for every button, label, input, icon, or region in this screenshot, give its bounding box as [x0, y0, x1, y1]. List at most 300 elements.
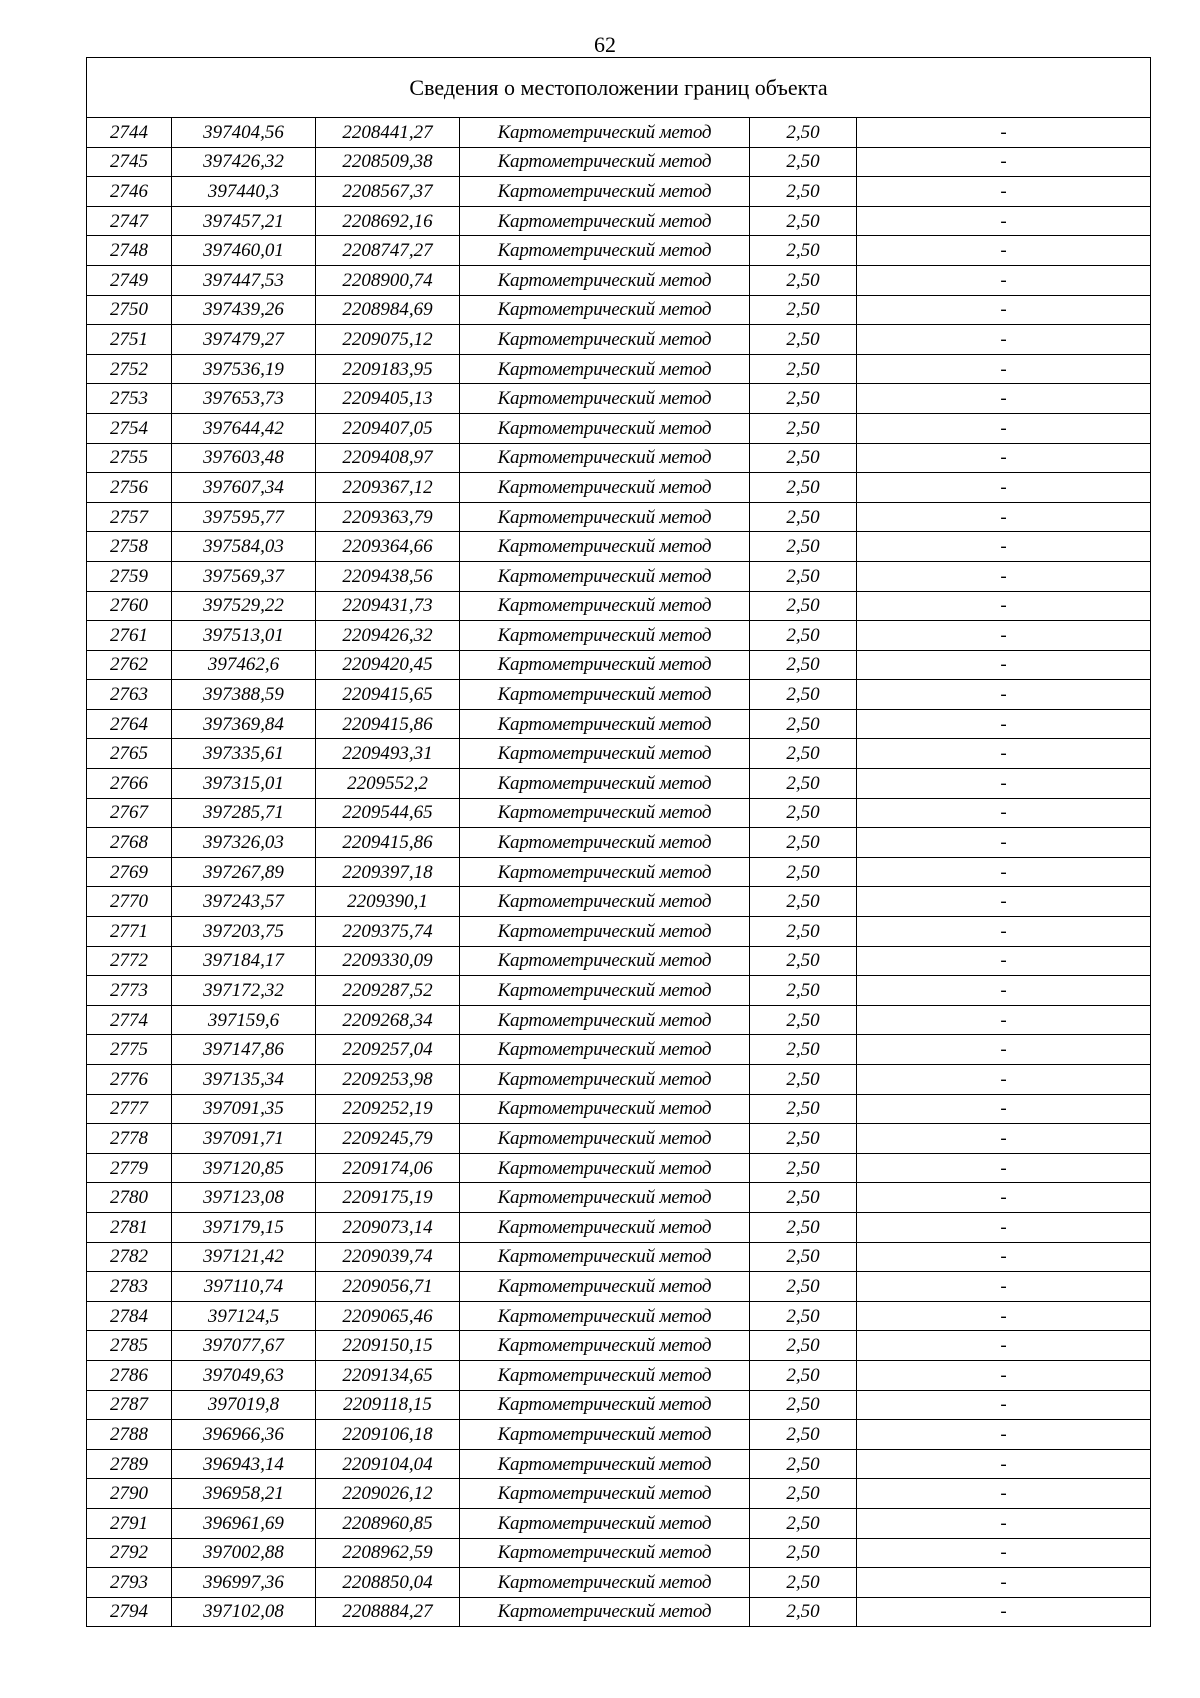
- accuracy-cell: 2,50: [750, 976, 857, 1006]
- table-row: [87, 473, 1151, 503]
- accuracy-cell: 2,50: [750, 1538, 857, 1568]
- table-row: [87, 1331, 1151, 1361]
- accuracy-cell: 2,50: [750, 1360, 857, 1390]
- point-number-cell: 2773: [87, 976, 172, 1006]
- accuracy-cell: 2,50: [750, 1183, 857, 1213]
- point-number-cell: 2747: [87, 206, 172, 236]
- y-coordinate-cell: 2209118,15: [316, 1390, 460, 1420]
- point-number-cell: 2776: [87, 1065, 172, 1095]
- method-cell: Картометрический метод: [460, 1390, 750, 1420]
- y-coordinate-cell: 2209330,09: [316, 946, 460, 976]
- x-coordinate-cell: 397123,08: [172, 1183, 316, 1213]
- table-row: [87, 621, 1151, 651]
- table-row: [87, 265, 1151, 295]
- description-cell: -: [857, 206, 1151, 236]
- point-number-cell: 2767: [87, 798, 172, 828]
- point-number-cell: 2753: [87, 384, 172, 414]
- table-row: [87, 1035, 1151, 1065]
- boundary-coordinates-table: [86, 57, 1151, 1627]
- point-number-cell: 2781: [87, 1212, 172, 1242]
- accuracy-cell: 2,50: [750, 946, 857, 976]
- x-coordinate-cell: 397121,42: [172, 1242, 316, 1272]
- y-coordinate-cell: 2209134,65: [316, 1360, 460, 1390]
- y-coordinate-cell: 2209075,12: [316, 325, 460, 355]
- table-row: [87, 1508, 1151, 1538]
- x-coordinate-cell: 397326,03: [172, 828, 316, 858]
- x-coordinate-cell: 397426,32: [172, 147, 316, 177]
- description-cell: -: [857, 1301, 1151, 1331]
- y-coordinate-cell: 2209245,79: [316, 1124, 460, 1154]
- y-coordinate-cell: 2209183,95: [316, 354, 460, 384]
- y-coordinate-cell: 2209415,86: [316, 709, 460, 739]
- table-row: [87, 147, 1151, 177]
- description-cell: -: [857, 1331, 1151, 1361]
- description-cell: -: [857, 1390, 1151, 1420]
- point-number-cell: 2772: [87, 946, 172, 976]
- description-cell: -: [857, 976, 1151, 1006]
- table-row: [87, 118, 1151, 148]
- accuracy-cell: 2,50: [750, 1331, 857, 1361]
- x-coordinate-cell: 397172,32: [172, 976, 316, 1006]
- method-cell: Картометрический метод: [460, 1094, 750, 1124]
- table-row: [87, 1065, 1151, 1095]
- point-number-cell: 2760: [87, 591, 172, 621]
- accuracy-cell: 2,50: [750, 769, 857, 799]
- point-number-cell: 2761: [87, 621, 172, 651]
- x-coordinate-cell: 397159,6: [172, 1005, 316, 1035]
- table-row: [87, 295, 1151, 325]
- point-number-cell: 2756: [87, 473, 172, 503]
- point-number-cell: 2777: [87, 1094, 172, 1124]
- point-number-cell: 2794: [87, 1597, 172, 1627]
- point-number-cell: 2752: [87, 354, 172, 384]
- accuracy-cell: 2,50: [750, 1479, 857, 1509]
- y-coordinate-cell: 2209150,15: [316, 1331, 460, 1361]
- table-row: [87, 561, 1151, 591]
- x-coordinate-cell: 397243,57: [172, 887, 316, 917]
- description-cell: -: [857, 1272, 1151, 1302]
- x-coordinate-cell: 397049,63: [172, 1360, 316, 1390]
- method-cell: Картометрический метод: [460, 1242, 750, 1272]
- method-cell: Картометрический метод: [460, 177, 750, 207]
- y-coordinate-cell: 2209073,14: [316, 1212, 460, 1242]
- y-coordinate-cell: 2209426,32: [316, 621, 460, 651]
- y-coordinate-cell: 2209397,18: [316, 857, 460, 887]
- point-number-cell: 2769: [87, 857, 172, 887]
- y-coordinate-cell: 2208962,59: [316, 1538, 460, 1568]
- table-row: [87, 1538, 1151, 1568]
- x-coordinate-cell: 397120,85: [172, 1153, 316, 1183]
- description-cell: -: [857, 1183, 1151, 1213]
- point-number-cell: 2789: [87, 1449, 172, 1479]
- table-row: [87, 857, 1151, 887]
- x-coordinate-cell: 397457,21: [172, 206, 316, 236]
- description-cell: -: [857, 1360, 1151, 1390]
- y-coordinate-cell: 2209104,04: [316, 1449, 460, 1479]
- y-coordinate-cell: 2209405,13: [316, 384, 460, 414]
- y-coordinate-cell: 2209431,73: [316, 591, 460, 621]
- point-number-cell: 2790: [87, 1479, 172, 1509]
- accuracy-cell: 2,50: [750, 1568, 857, 1598]
- x-coordinate-cell: 397019,8: [172, 1390, 316, 1420]
- description-cell: -: [857, 917, 1151, 947]
- x-coordinate-cell: 397529,22: [172, 591, 316, 621]
- point-number-cell: 2754: [87, 413, 172, 443]
- y-coordinate-cell: 2209438,56: [316, 561, 460, 591]
- method-cell: Картометрический метод: [460, 650, 750, 680]
- description-cell: -: [857, 354, 1151, 384]
- description-cell: -: [857, 384, 1151, 414]
- table-row: [87, 1597, 1151, 1627]
- x-coordinate-cell: 397077,67: [172, 1331, 316, 1361]
- y-coordinate-cell: 2208984,69: [316, 295, 460, 325]
- method-cell: Картометрический метод: [460, 325, 750, 355]
- point-number-cell: 2783: [87, 1272, 172, 1302]
- point-number-cell: 2785: [87, 1331, 172, 1361]
- table-row: [87, 769, 1151, 799]
- point-number-cell: 2787: [87, 1390, 172, 1420]
- x-coordinate-cell: 397267,89: [172, 857, 316, 887]
- description-cell: -: [857, 1035, 1151, 1065]
- point-number-cell: 2782: [87, 1242, 172, 1272]
- accuracy-cell: 2,50: [750, 236, 857, 266]
- method-cell: Картометрический метод: [460, 1568, 750, 1598]
- point-number-cell: 2774: [87, 1005, 172, 1035]
- description-cell: -: [857, 147, 1151, 177]
- accuracy-cell: 2,50: [750, 1597, 857, 1627]
- table-row: [87, 1479, 1151, 1509]
- description-cell: -: [857, 325, 1151, 355]
- point-number-cell: 2784: [87, 1301, 172, 1331]
- table-row: [87, 1242, 1151, 1272]
- y-coordinate-cell: 2209375,74: [316, 917, 460, 947]
- accuracy-cell: 2,50: [750, 1094, 857, 1124]
- description-cell: -: [857, 769, 1151, 799]
- accuracy-cell: 2,50: [750, 798, 857, 828]
- x-coordinate-cell: 397369,84: [172, 709, 316, 739]
- description-cell: -: [857, 1242, 1151, 1272]
- table-row: [87, 887, 1151, 917]
- method-cell: Картометрический метод: [460, 621, 750, 651]
- method-cell: Картометрический метод: [460, 118, 750, 148]
- y-coordinate-cell: 2208747,27: [316, 236, 460, 266]
- point-number-cell: 2792: [87, 1538, 172, 1568]
- x-coordinate-cell: 397285,71: [172, 798, 316, 828]
- table-title: Сведения о местоположении границ объекта: [87, 58, 1151, 118]
- description-cell: -: [857, 265, 1151, 295]
- description-cell: -: [857, 828, 1151, 858]
- x-coordinate-cell: 397179,15: [172, 1212, 316, 1242]
- table-row: [87, 650, 1151, 680]
- method-cell: Картометрический метод: [460, 1153, 750, 1183]
- method-cell: Картометрический метод: [460, 1449, 750, 1479]
- x-coordinate-cell: 396966,36: [172, 1420, 316, 1450]
- accuracy-cell: 2,50: [750, 1242, 857, 1272]
- accuracy-cell: 2,50: [750, 1124, 857, 1154]
- method-cell: Картометрический метод: [460, 828, 750, 858]
- point-number-cell: 2758: [87, 532, 172, 562]
- y-coordinate-cell: 2208884,27: [316, 1597, 460, 1627]
- description-cell: -: [857, 236, 1151, 266]
- table-row: [87, 1153, 1151, 1183]
- table-row: [87, 1005, 1151, 1035]
- method-cell: Картометрический метод: [460, 709, 750, 739]
- table-row: [87, 532, 1151, 562]
- point-number-cell: 2791: [87, 1508, 172, 1538]
- method-cell: Картометрический метод: [460, 1301, 750, 1331]
- table-row: [87, 1272, 1151, 1302]
- point-number-cell: 2765: [87, 739, 172, 769]
- x-coordinate-cell: 397479,27: [172, 325, 316, 355]
- method-cell: Картометрический метод: [460, 976, 750, 1006]
- x-coordinate-cell: 397462,6: [172, 650, 316, 680]
- description-cell: -: [857, 1538, 1151, 1568]
- method-cell: Картометрический метод: [460, 857, 750, 887]
- description-cell: -: [857, 295, 1151, 325]
- point-number-cell: 2749: [87, 265, 172, 295]
- table-title-row: [87, 58, 1151, 118]
- accuracy-cell: 2,50: [750, 887, 857, 917]
- method-cell: Картометрический метод: [460, 1360, 750, 1390]
- method-cell: Картометрический метод: [460, 739, 750, 769]
- description-cell: -: [857, 1153, 1151, 1183]
- method-cell: Картометрический метод: [460, 680, 750, 710]
- description-cell: -: [857, 1508, 1151, 1538]
- point-number-cell: 2780: [87, 1183, 172, 1213]
- x-coordinate-cell: 397513,01: [172, 621, 316, 651]
- accuracy-cell: 2,50: [750, 561, 857, 591]
- description-cell: -: [857, 709, 1151, 739]
- point-number-cell: 2762: [87, 650, 172, 680]
- accuracy-cell: 2,50: [750, 621, 857, 651]
- method-cell: Картометрический метод: [460, 1005, 750, 1035]
- y-coordinate-cell: 2209026,12: [316, 1479, 460, 1509]
- method-cell: Картометрический метод: [460, 236, 750, 266]
- table-row: [87, 354, 1151, 384]
- accuracy-cell: 2,50: [750, 1508, 857, 1538]
- accuracy-cell: 2,50: [750, 1005, 857, 1035]
- x-coordinate-cell: 397607,34: [172, 473, 316, 503]
- accuracy-cell: 2,50: [750, 857, 857, 887]
- x-coordinate-cell: 397460,01: [172, 236, 316, 266]
- method-cell: Картометрический метод: [460, 206, 750, 236]
- y-coordinate-cell: 2209493,31: [316, 739, 460, 769]
- method-cell: Картометрический метод: [460, 147, 750, 177]
- table-row: [87, 709, 1151, 739]
- table-row: [87, 976, 1151, 1006]
- y-coordinate-cell: 2209367,12: [316, 473, 460, 503]
- point-number-cell: 2748: [87, 236, 172, 266]
- table-row: [87, 1124, 1151, 1154]
- description-cell: -: [857, 118, 1151, 148]
- x-coordinate-cell: 396997,36: [172, 1568, 316, 1598]
- accuracy-cell: 2,50: [750, 1420, 857, 1450]
- x-coordinate-cell: 397315,01: [172, 769, 316, 799]
- description-cell: -: [857, 591, 1151, 621]
- accuracy-cell: 2,50: [750, 1153, 857, 1183]
- point-number-cell: 2746: [87, 177, 172, 207]
- table-row: [87, 325, 1151, 355]
- y-coordinate-cell: 2209056,71: [316, 1272, 460, 1302]
- accuracy-cell: 2,50: [750, 591, 857, 621]
- y-coordinate-cell: 2209408,97: [316, 443, 460, 473]
- method-cell: Картометрический метод: [460, 1065, 750, 1095]
- method-cell: Картометрический метод: [460, 1124, 750, 1154]
- y-coordinate-cell: 2209106,18: [316, 1420, 460, 1450]
- x-coordinate-cell: 397091,35: [172, 1094, 316, 1124]
- y-coordinate-cell: 2208509,38: [316, 147, 460, 177]
- description-cell: -: [857, 473, 1151, 503]
- accuracy-cell: 2,50: [750, 1212, 857, 1242]
- table-row: [87, 680, 1151, 710]
- description-cell: -: [857, 561, 1151, 591]
- method-cell: Картометрический метод: [460, 1331, 750, 1361]
- table-row: [87, 1301, 1151, 1331]
- y-coordinate-cell: 2209415,86: [316, 828, 460, 858]
- accuracy-cell: 2,50: [750, 709, 857, 739]
- x-coordinate-cell: 397447,53: [172, 265, 316, 295]
- y-coordinate-cell: 2208692,16: [316, 206, 460, 236]
- x-coordinate-cell: 397135,34: [172, 1065, 316, 1095]
- point-number-cell: 2786: [87, 1360, 172, 1390]
- description-cell: -: [857, 1597, 1151, 1627]
- point-number-cell: 2766: [87, 769, 172, 799]
- table-row: [87, 413, 1151, 443]
- table-row: [87, 177, 1151, 207]
- y-coordinate-cell: 2209390,1: [316, 887, 460, 917]
- x-coordinate-cell: 397404,56: [172, 118, 316, 148]
- accuracy-cell: 2,50: [750, 532, 857, 562]
- accuracy-cell: 2,50: [750, 739, 857, 769]
- accuracy-cell: 2,50: [750, 206, 857, 236]
- accuracy-cell: 2,50: [750, 325, 857, 355]
- x-coordinate-cell: 397102,08: [172, 1597, 316, 1627]
- accuracy-cell: 2,50: [750, 1449, 857, 1479]
- method-cell: Картометрический метод: [460, 798, 750, 828]
- point-number-cell: 2744: [87, 118, 172, 148]
- y-coordinate-cell: 2209257,04: [316, 1035, 460, 1065]
- point-number-cell: 2751: [87, 325, 172, 355]
- description-cell: -: [857, 1212, 1151, 1242]
- point-number-cell: 2779: [87, 1153, 172, 1183]
- method-cell: Картометрический метод: [460, 1183, 750, 1213]
- description-cell: -: [857, 798, 1151, 828]
- x-coordinate-cell: 397536,19: [172, 354, 316, 384]
- x-coordinate-cell: 397388,59: [172, 680, 316, 710]
- method-cell: Картометрический метод: [460, 1597, 750, 1627]
- accuracy-cell: 2,50: [750, 1390, 857, 1420]
- method-cell: Картометрический метод: [460, 295, 750, 325]
- point-number-cell: 2788: [87, 1420, 172, 1450]
- method-cell: Картометрический метод: [460, 1420, 750, 1450]
- point-number-cell: 2771: [87, 917, 172, 947]
- method-cell: Картометрический метод: [460, 1538, 750, 1568]
- table-row: [87, 798, 1151, 828]
- x-coordinate-cell: 397595,77: [172, 502, 316, 532]
- method-cell: Картометрический метод: [460, 591, 750, 621]
- x-coordinate-cell: 397440,3: [172, 177, 316, 207]
- point-number-cell: 2768: [87, 828, 172, 858]
- table-row: [87, 946, 1151, 976]
- table-row: [87, 236, 1151, 266]
- x-coordinate-cell: 397335,61: [172, 739, 316, 769]
- table-row: [87, 1390, 1151, 1420]
- table-row: [87, 1420, 1151, 1450]
- accuracy-cell: 2,50: [750, 354, 857, 384]
- table-row: [87, 828, 1151, 858]
- accuracy-cell: 2,50: [750, 828, 857, 858]
- y-coordinate-cell: 2209252,19: [316, 1094, 460, 1124]
- method-cell: Картометрический метод: [460, 354, 750, 384]
- y-coordinate-cell: 2209407,05: [316, 413, 460, 443]
- point-number-cell: 2793: [87, 1568, 172, 1598]
- method-cell: Картометрический метод: [460, 443, 750, 473]
- point-number-cell: 2770: [87, 887, 172, 917]
- table-row: [87, 1183, 1151, 1213]
- point-number-cell: 2759: [87, 561, 172, 591]
- method-cell: Картометрический метод: [460, 1479, 750, 1509]
- point-number-cell: 2775: [87, 1035, 172, 1065]
- description-cell: -: [857, 680, 1151, 710]
- accuracy-cell: 2,50: [750, 118, 857, 148]
- y-coordinate-cell: 2208441,27: [316, 118, 460, 148]
- y-coordinate-cell: 2209039,74: [316, 1242, 460, 1272]
- method-cell: Картометрический метод: [460, 887, 750, 917]
- x-coordinate-cell: 397203,75: [172, 917, 316, 947]
- y-coordinate-cell: 2209415,65: [316, 680, 460, 710]
- accuracy-cell: 2,50: [750, 1301, 857, 1331]
- table-row: [87, 502, 1151, 532]
- point-number-cell: 2750: [87, 295, 172, 325]
- method-cell: Картометрический метод: [460, 769, 750, 799]
- x-coordinate-cell: 397584,03: [172, 532, 316, 562]
- description-cell: -: [857, 1479, 1151, 1509]
- description-cell: -: [857, 621, 1151, 651]
- x-coordinate-cell: 397110,74: [172, 1272, 316, 1302]
- method-cell: Картометрический метод: [460, 946, 750, 976]
- method-cell: Картометрический метод: [460, 413, 750, 443]
- accuracy-cell: 2,50: [750, 1272, 857, 1302]
- description-cell: -: [857, 739, 1151, 769]
- method-cell: Картометрический метод: [460, 917, 750, 947]
- y-coordinate-cell: 2209287,52: [316, 976, 460, 1006]
- table-row: [87, 1360, 1151, 1390]
- accuracy-cell: 2,50: [750, 443, 857, 473]
- table-row: [87, 739, 1151, 769]
- method-cell: Картометрический метод: [460, 384, 750, 414]
- table-row: [87, 917, 1151, 947]
- method-cell: Картометрический метод: [460, 265, 750, 295]
- description-cell: -: [857, 1065, 1151, 1095]
- accuracy-cell: 2,50: [750, 177, 857, 207]
- point-number-cell: 2755: [87, 443, 172, 473]
- x-coordinate-cell: 397569,37: [172, 561, 316, 591]
- y-coordinate-cell: 2209552,2: [316, 769, 460, 799]
- description-cell: -: [857, 532, 1151, 562]
- description-cell: -: [857, 413, 1151, 443]
- description-cell: -: [857, 1568, 1151, 1598]
- x-coordinate-cell: 396958,21: [172, 1479, 316, 1509]
- x-coordinate-cell: 397091,71: [172, 1124, 316, 1154]
- y-coordinate-cell: 2209544,65: [316, 798, 460, 828]
- accuracy-cell: 2,50: [750, 413, 857, 443]
- method-cell: Картометрический метод: [460, 1212, 750, 1242]
- point-number-cell: 2745: [87, 147, 172, 177]
- y-coordinate-cell: 2209065,46: [316, 1301, 460, 1331]
- accuracy-cell: 2,50: [750, 650, 857, 680]
- accuracy-cell: 2,50: [750, 680, 857, 710]
- table-body: [87, 58, 1151, 1627]
